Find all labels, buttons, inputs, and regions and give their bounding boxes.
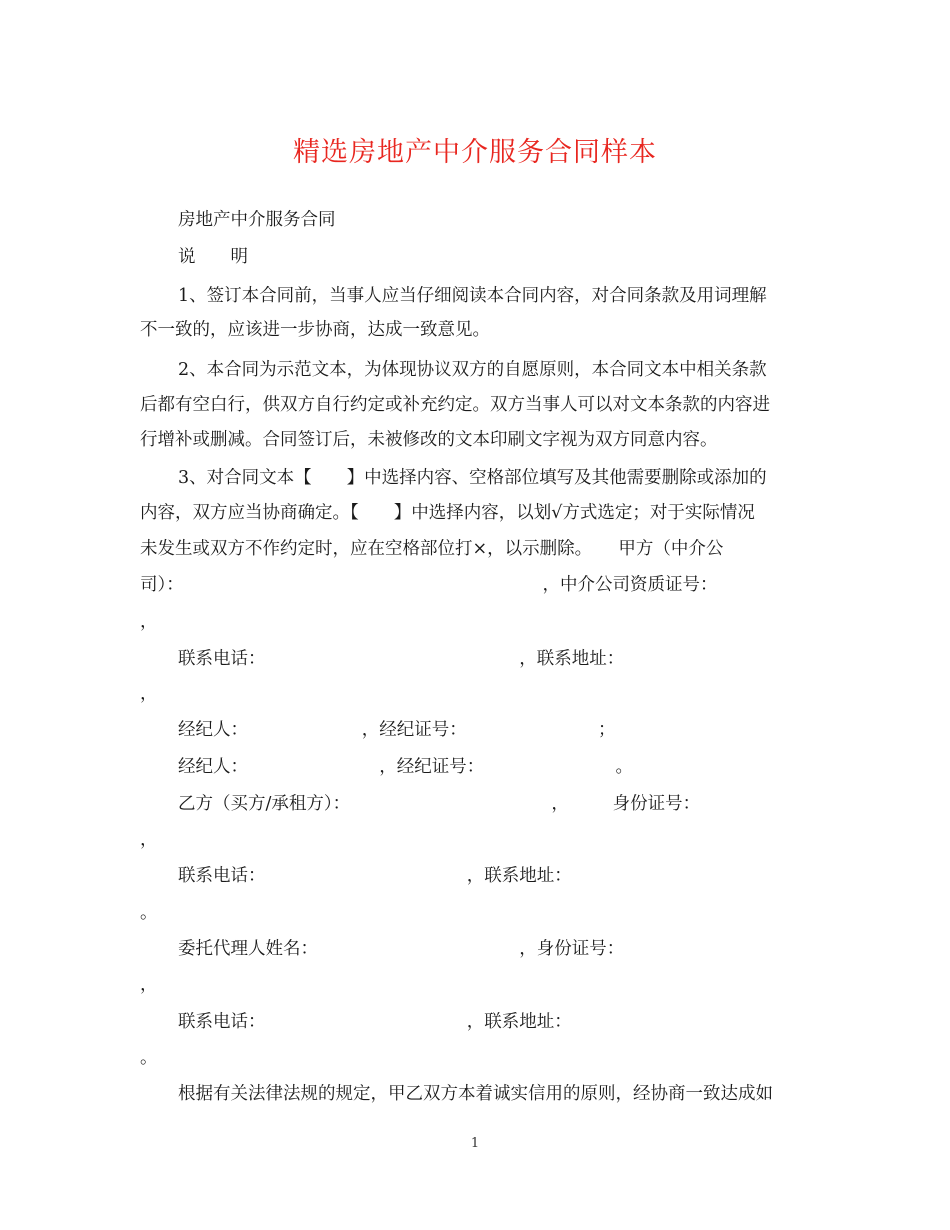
paragraph-line: 根据有关法律法规的规定，甲乙双方本着诚实信用的原则，经协商一致达成如	[178, 1084, 773, 1104]
paragraph-line: 未发生或双方不作约定时，应在空格部位打×，以示删除。 甲方（中介公	[140, 539, 724, 559]
agent-line: 经纪人： ，经纪证号： 。	[178, 757, 633, 777]
paragraph-line: 内容，双方应当协商确定。【 】中选择内容，以划√方式选定；对于实际情况	[140, 503, 755, 523]
punctuation-line: 。	[140, 1048, 158, 1068]
party-a-contact-line: 联系电话： ，联系地址：	[178, 649, 625, 669]
punctuation-line: 。	[140, 903, 158, 923]
party-b-line: 乙方（买方/承租方）： ， 身份证号：	[178, 794, 701, 814]
explanation-heading: 说 明	[178, 247, 248, 267]
document-title: 精选房地产中介服务合同样本	[293, 137, 657, 168]
paragraph-line: 2、本合同为示范文本，为体现协议双方的自愿原则，本合同文本中相关条款	[178, 360, 767, 380]
punctuation-line: ，	[140, 612, 158, 632]
paragraph-line: 后都有空白行，供双方自行约定或补充约定。双方当事人可以对文本条款的内容进	[140, 395, 770, 415]
punctuation-line: ，	[140, 684, 158, 704]
paragraph-line: 行增补或删减。合同签订后，未被修改的文本印刷文字视为双方同意内容。	[140, 430, 718, 450]
contract-heading: 房地产中介服务合同	[178, 210, 336, 230]
punctuation-line: ，	[140, 830, 158, 850]
party-b-contact-line: 联系电话： ，联系地址：	[178, 866, 572, 886]
paragraph-line: 1、签订本合同前，当事人应当仔细阅读本合同内容，对合同条款及用词理解	[178, 286, 767, 306]
paragraph-line: 不一致的，应该进一步协商，达成一致意见。	[140, 320, 490, 340]
agent-representative-line: 委托代理人姓名： ，身份证号：	[178, 939, 625, 959]
agent-line: 经纪人： ，经纪证号： ；	[178, 720, 616, 740]
punctuation-line: ，	[140, 975, 158, 995]
party-a-line: 司）： ，中介公司资质证号：	[140, 575, 718, 595]
representative-contact-line: 联系电话： ，联系地址：	[178, 1012, 572, 1032]
page-number: 1	[470, 1136, 480, 1151]
paragraph-line: 3、对合同文本【 】中选择内容、空格部位填写及其他需要删除或添加的	[178, 468, 767, 488]
